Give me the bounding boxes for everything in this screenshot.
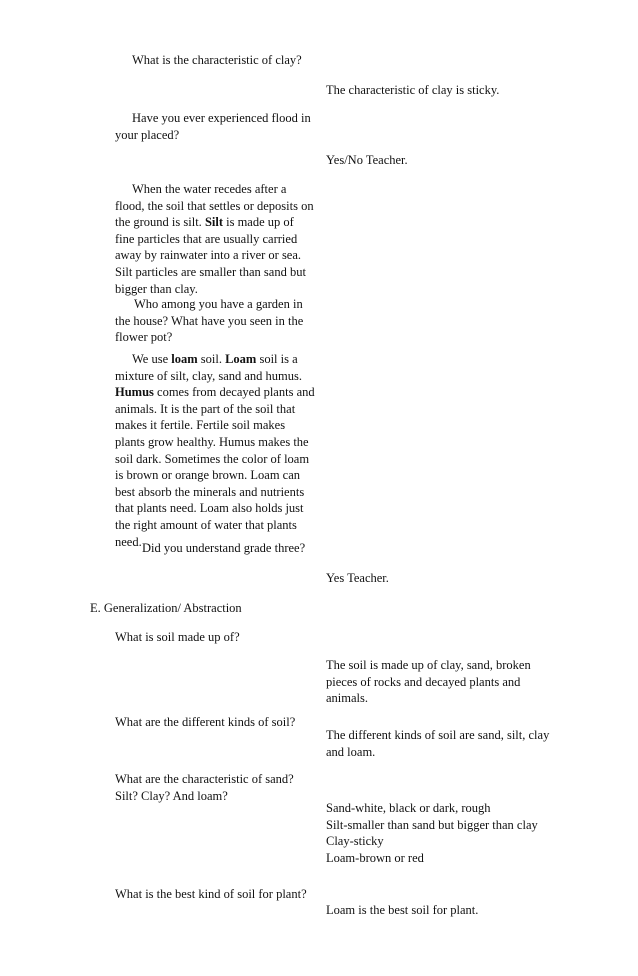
question-flood-line-2: your placed? xyxy=(115,127,180,142)
answer-soil-line-1: The soil is made up of clay, sand, broken xyxy=(326,658,531,672)
answer-sand: Sand-white, black or dark, rough xyxy=(326,801,491,815)
answer-kinds-line-2: and loam. xyxy=(326,744,376,759)
silt-line-4: fine particles that are usually carried xyxy=(115,231,298,246)
question-best-soil: What is the best kind of soil for plant? xyxy=(115,887,307,901)
section-heading-generalization: E. Generalization/ Abstraction xyxy=(90,601,242,615)
loam-line-11: the right amount of water that plants xyxy=(115,517,297,532)
answer-soil-line-3: animals. xyxy=(326,691,369,706)
question-clay-characteristic: What is the characteristic of clay? xyxy=(132,53,302,67)
loam-line-12: need. xyxy=(115,534,142,549)
loam-line-1-tail: soil is a xyxy=(256,352,298,366)
silt-line-2: flood, the soil that settles or deposits on xyxy=(115,198,314,213)
answer-best-soil: Loam is the best soil for plant. xyxy=(326,903,479,917)
question-soil-made-of: What is soil made up of? xyxy=(115,630,240,644)
loam-line-1-mid: soil. xyxy=(197,352,226,366)
question-characteristics-line-1: What are the characteristic of sand? xyxy=(115,772,294,786)
silt-line-7: bigger than clay. xyxy=(115,281,198,296)
loam-line-1 xyxy=(115,351,315,368)
question-flood-line-1: Have you ever experienced flood in xyxy=(132,111,311,125)
paragraph-loam xyxy=(115,351,315,550)
question-understand: Did you understand grade three? xyxy=(142,541,306,555)
garden-line-1: Who among you have a garden in xyxy=(134,297,303,311)
humus-term: Humus xyxy=(115,385,154,400)
answer-yes-no: Yes/No Teacher. xyxy=(326,153,408,167)
loam-line-4: animals. It is the part of the soil that xyxy=(115,401,296,416)
question-characteristics-line-2: Silt? Clay? And loam? xyxy=(115,788,228,803)
silt-line-1: When the water recedes after a xyxy=(132,182,287,196)
question-flood xyxy=(115,110,311,143)
loam-line-5: makes it fertile. Fertile soil makes xyxy=(115,418,286,433)
answer-soil-characteristics xyxy=(326,800,538,866)
loam-term-1: loam xyxy=(171,352,198,366)
paragraph-silt xyxy=(115,181,314,297)
answer-soil-made-of xyxy=(326,657,531,707)
question-garden xyxy=(115,296,303,346)
answer-clay-sticky: The characteristic of clay is sticky. xyxy=(326,83,500,97)
loam-term-2: Loam xyxy=(225,352,257,366)
answer-yes-teacher: Yes Teacher. xyxy=(326,571,389,585)
loam-line-2: mixture of silt, clay, sand and humus. xyxy=(115,368,303,383)
garden-line-3: flower pot? xyxy=(115,330,173,345)
answer-soil-line-2: pieces of rocks and decayed plants and xyxy=(326,674,521,689)
silt-line-3 xyxy=(115,214,314,231)
loam-line-3-tail: comes from decayed plants and xyxy=(153,385,315,400)
loam-line-6: plants grow healthy. Humus makes the xyxy=(115,434,309,449)
silt-line-6: Silt particles are smaller than sand but xyxy=(115,264,306,279)
loam-line-1-text: We use xyxy=(132,352,172,366)
answer-kinds-of-soil xyxy=(326,727,549,760)
loam-line-3 xyxy=(115,384,315,401)
silt-term: Silt xyxy=(204,215,223,230)
loam-line-9: best absorb the minerals and nutrients xyxy=(115,484,305,499)
silt-line-3-text: the ground is silt. xyxy=(115,215,205,230)
answer-silt: Silt-smaller than sand but bigger than clay xyxy=(326,817,538,832)
question-kinds-of-soil: What are the different kinds of soil? xyxy=(115,715,296,729)
answer-clay: Clay-sticky xyxy=(326,834,384,849)
answer-loam: Loam-brown or red xyxy=(326,850,424,865)
answer-kinds-line-1: The different kinds of soil are sand, silt, clay xyxy=(326,728,550,742)
garden-line-2: the house? What have you seen in the xyxy=(115,313,304,328)
silt-line-5: away by rainwater into a river or sea. xyxy=(115,248,302,263)
loam-line-10: that plants need. Loam also holds just xyxy=(115,501,304,516)
silt-line-3-tail: is made up of xyxy=(223,215,294,230)
loam-line-8: is brown or orange brown. Loam can xyxy=(115,468,301,483)
loam-line-7: soil dark. Sometimes the color of loam xyxy=(115,451,310,466)
question-soil-characteristics xyxy=(115,771,294,804)
